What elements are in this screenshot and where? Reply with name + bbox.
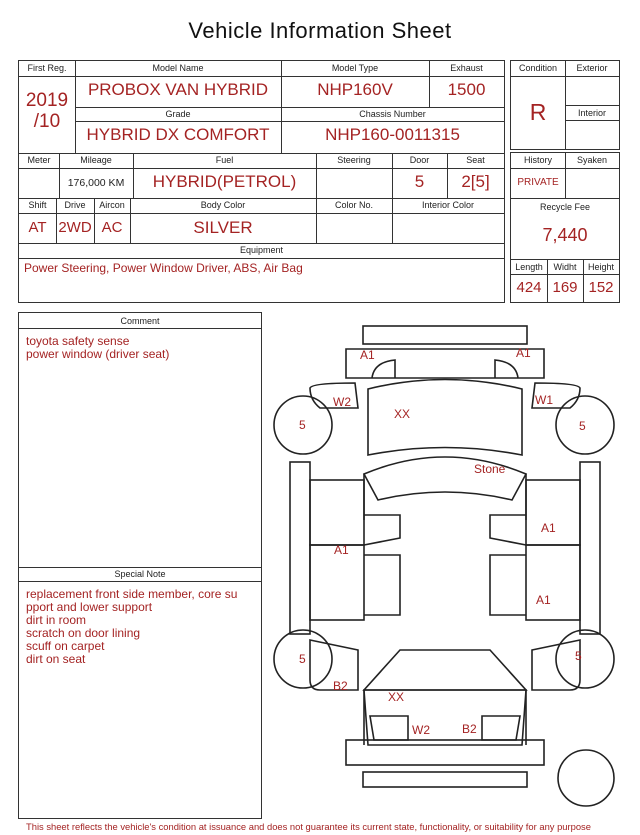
body-color-label: Body Color (200, 200, 246, 210)
vehicle-info-table (18, 60, 505, 303)
first-reg-label: First Reg. (27, 63, 67, 73)
door-value: 5 (414, 172, 425, 191)
comment-line: power window (driver seat) (26, 347, 170, 361)
grade-label: Grade (165, 109, 191, 119)
special-note-line: dirt in room (26, 613, 87, 627)
mark-w2-rear: W2 (412, 723, 430, 737)
aircon-label: Aircon (99, 200, 125, 210)
condition-label: Condition (518, 63, 558, 73)
mileage-value: 176,000 KM (67, 177, 125, 189)
width-value: 169 (552, 279, 578, 296)
condition-value: R (529, 99, 547, 125)
grade-value: HYBRID DX COMFORT (86, 125, 270, 144)
exterior-label: Exterior (576, 63, 608, 73)
seat-label: Seat (466, 155, 485, 165)
first-reg-year: 2019 (25, 90, 69, 111)
equipment-label: Equipment (239, 245, 284, 255)
length-label: Length (515, 262, 543, 272)
mark-a1-left-door: A1 (334, 543, 349, 557)
syaken-label: Syaken (576, 155, 608, 165)
body-color-value: SILVER (193, 218, 253, 237)
comment-line: toyota safety sense (26, 334, 130, 348)
recycle-fee-value: 7,440 (542, 225, 588, 245)
chassis-number-label: Chassis Number (359, 109, 426, 119)
steering-label: Steering (337, 155, 371, 165)
special-note-line: replacement front side member, core su (26, 587, 238, 601)
special-note-label: Special Note (114, 569, 166, 579)
mark-a1-front-left: A1 (360, 348, 375, 362)
meter-label: Meter (27, 155, 51, 165)
exhaust-value: 1500 (447, 80, 486, 99)
fuel-value: HYBRID(PETROL) (152, 172, 297, 191)
special-note-line: pport and lower support (26, 600, 153, 614)
mark-a1-front-right: A1 (516, 346, 531, 360)
car-damage-diagram (268, 318, 628, 818)
history-label: History (523, 155, 552, 165)
interior-label: Interior (577, 108, 606, 118)
height-label: Height (587, 262, 614, 272)
interior-color-label: Interior Color (421, 200, 475, 210)
equipment-value: Power Steering, Power Window Driver, ABS, Air Bag (24, 261, 303, 275)
shift-label: Shift (28, 200, 47, 210)
seat-value: 2[5] (461, 172, 490, 191)
history-box (510, 152, 620, 303)
mark-stone: Stone (474, 462, 506, 476)
drive-label: Drive (64, 200, 86, 210)
exhaust-label: Exhaust (450, 63, 483, 73)
drive-value: 2WD (58, 219, 92, 236)
special-note-line: scratch on door lining (26, 626, 141, 640)
tire-front-left-value: 5 (299, 418, 306, 432)
history-value: PRIVATE (517, 177, 559, 188)
length-value: 424 (516, 279, 542, 296)
height-value: 152 (588, 279, 614, 296)
mark-a1-right-door-front: A1 (541, 521, 556, 535)
mark-xx-rear: XX (388, 690, 405, 704)
tire-rear-left-value: 5 (299, 652, 306, 666)
width-label: Widht (553, 262, 577, 272)
shift-value: AT (28, 219, 47, 236)
mark-w2-front: W2 (333, 395, 351, 409)
model-type-label: Model Type (331, 63, 379, 73)
page-title: Vehicle Information Sheet (188, 18, 452, 43)
first-reg-month: /10 (33, 111, 61, 132)
aircon-value: AC (101, 219, 123, 236)
condition-box (510, 60, 620, 150)
comment-panel (18, 312, 262, 819)
mark-xx-hood: XX (394, 407, 411, 421)
recycle-fee-label: Recycle Fee (539, 202, 591, 212)
mark-b2-left-rear: B2 (333, 679, 348, 693)
tire-front-right-value: 5 (579, 419, 586, 433)
special-note-line: dirt on seat (26, 652, 86, 666)
mark-a1-right-door-rear: A1 (536, 593, 551, 607)
mark-w1-front: W1 (535, 393, 553, 407)
disclaimer-footer: This sheet reflects the vehicle's condition at issuance and does not guarantee its current state, functionality, or suitability for any purpose (26, 821, 591, 832)
special-note-line: scuff on carpet (26, 639, 105, 653)
comment-label: Comment (120, 316, 160, 326)
model-name-value: PROBOX VAN HYBRID (87, 80, 269, 99)
mark-b2-rear: B2 (462, 722, 477, 736)
fuel-label: Fuel (215, 155, 234, 165)
color-no-label: Color No. (334, 200, 373, 210)
model-name-label: Model Name (152, 63, 204, 73)
door-label: Door (409, 155, 430, 165)
tire-rear-right-value: 5 (575, 649, 582, 663)
chassis-number-value: NHP160-0011315 (325, 125, 460, 144)
model-type-value: NHP160V (317, 80, 393, 99)
mileage-label: Mileage (80, 155, 112, 165)
